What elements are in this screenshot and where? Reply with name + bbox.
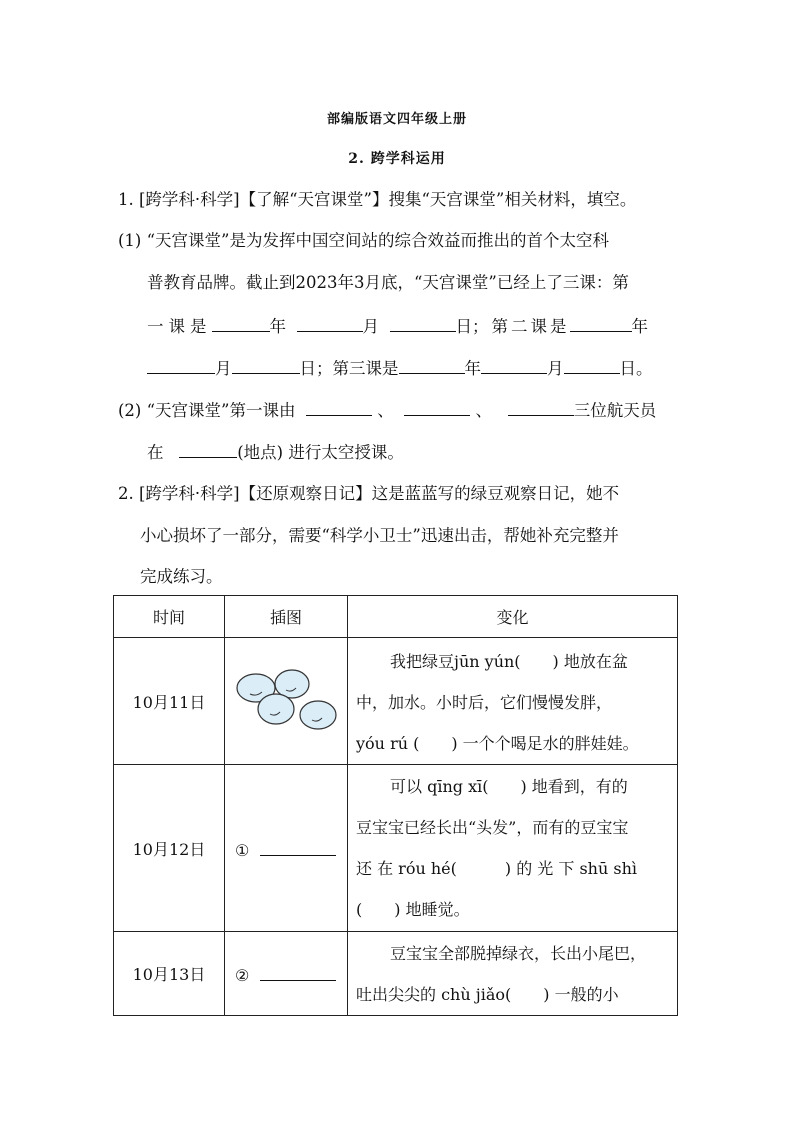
row-date: 10月11日 xyxy=(114,638,225,765)
day-end-label: 日。 xyxy=(619,359,653,378)
header-illustration: 插图 xyxy=(225,596,348,638)
q1-part2-line1 xyxy=(118,397,656,423)
table-row xyxy=(114,765,678,932)
lesson1-month-blank[interactable] xyxy=(297,313,363,332)
change-line: 我把绿豆jūn yún( ) 地放在盆 xyxy=(390,651,628,671)
change-line: yóu rú ( ) 一个个喝足水的胖娃娃。 xyxy=(356,733,639,753)
change-line: 还 在 róu hé( ) 的 光 下 shū shì xyxy=(356,859,637,878)
section-title: 2. 跨学科运用 xyxy=(348,151,446,167)
year-label: 年 xyxy=(464,359,481,378)
lesson1-year-blank[interactable] xyxy=(212,313,270,332)
question-2-stem-line3: 完成练习。 xyxy=(140,567,223,586)
change-line: 可以 qīng xī( ) 地看到，有的 xyxy=(390,777,628,796)
illustration-answer-blank[interactable] xyxy=(260,962,336,981)
row-illustration-blank xyxy=(225,765,348,932)
q1-part2-line2 xyxy=(147,439,404,465)
lesson3-month-blank[interactable] xyxy=(481,355,547,374)
mung-beans-illustration xyxy=(230,664,342,734)
change-line: 吐出尖尖的 chù jiǎo( ) 一般的小 xyxy=(356,984,619,1004)
location-suffix: (地点) 进行太空授课。 xyxy=(237,443,404,462)
astronaut1-blank[interactable] xyxy=(306,397,372,416)
location-prefix: 在 xyxy=(147,443,164,462)
question-1-stem: 1. [跨学科·科学]【了解“天宫课堂”】搜集“天宫课堂”相关材料，填空。 xyxy=(118,190,637,209)
row-date: 10月12日 xyxy=(114,765,225,932)
question-2-stem-line2: 小心损坏了一部分，需要“科学小卫士”迅速出击，帮她补充完整并 xyxy=(140,526,619,545)
illustration-answer-blank[interactable] xyxy=(260,837,336,856)
lesson2-month-blank[interactable] xyxy=(147,355,215,374)
row-date: 10月13日 xyxy=(114,932,225,1016)
year-label: 年 xyxy=(269,317,286,336)
month-label: 月 xyxy=(215,359,232,378)
observation-diary-table xyxy=(113,595,678,1016)
circled-marker: ① xyxy=(235,840,250,860)
table-header-row xyxy=(114,596,678,638)
astronauts-suffix: 三位航天员 xyxy=(573,401,657,420)
table-row xyxy=(114,638,678,765)
astronaut3-blank[interactable] xyxy=(508,397,574,416)
row-illustration-blank xyxy=(225,932,348,1016)
q1-part1-line4 xyxy=(147,355,653,381)
day-label: 日 xyxy=(299,359,316,378)
page-header-title: 部编版语文四年级上册 xyxy=(326,112,467,127)
question-2-stem-line1: 2. [跨学科·科学]【还原观察日记】这是蓝蓝写的绿豆观察日记，她不 xyxy=(118,484,620,503)
lesson3-label: ；第三课是 xyxy=(316,359,399,378)
change-line: 豆宝宝全部脱掉绿衣，长出小尾巴， xyxy=(390,943,647,963)
row-illustration xyxy=(225,638,348,765)
day-label: 日 xyxy=(455,317,472,336)
table-row xyxy=(114,932,678,1016)
lesson3-year-blank[interactable] xyxy=(399,355,465,374)
comma: 、 xyxy=(377,401,394,420)
lesson2-day-blank[interactable] xyxy=(232,355,300,374)
change-line: 中，加水。小时后，它们慢慢发胖， xyxy=(356,692,613,712)
bean-icon xyxy=(300,701,336,729)
lesson2-label: ；第二课是 xyxy=(472,317,570,336)
circled-marker: ② xyxy=(235,966,250,985)
q1-part1-line2: 普教育品牌。截止到2023年3月底，“天宫课堂”已经上了三课：第 xyxy=(147,273,629,292)
lesson2-year-blank[interactable] xyxy=(570,313,632,332)
change-line: 豆宝宝已经长出“头发”，而有的豆宝宝 xyxy=(356,818,629,837)
lesson3-day-blank[interactable] xyxy=(564,355,620,374)
comma: 、 xyxy=(475,401,492,420)
lesson1-day-blank[interactable] xyxy=(390,313,456,332)
q1-part1-line1: (1) “天宫课堂”是为发挥中国空间站的综合效益而推出的首个太空科 xyxy=(118,231,609,250)
lesson1-label: 一课是 xyxy=(147,317,212,336)
bean-icon xyxy=(258,694,294,724)
row-change xyxy=(348,932,678,1016)
change-line: ( ) 地睡觉。 xyxy=(356,900,470,919)
row-change xyxy=(348,765,678,932)
header-time: 时间 xyxy=(114,596,225,638)
row-change xyxy=(348,638,678,765)
location-blank[interactable] xyxy=(179,439,237,458)
month-label: 月 xyxy=(362,317,379,336)
header-change: 变化 xyxy=(348,596,678,638)
year-label: 年 xyxy=(631,317,648,336)
month-label: 月 xyxy=(547,359,564,378)
q1-part1-line3 xyxy=(147,313,648,339)
astronaut2-blank[interactable] xyxy=(404,397,470,416)
part2-label: (2) “天宫课堂”第一课由 xyxy=(118,401,296,420)
